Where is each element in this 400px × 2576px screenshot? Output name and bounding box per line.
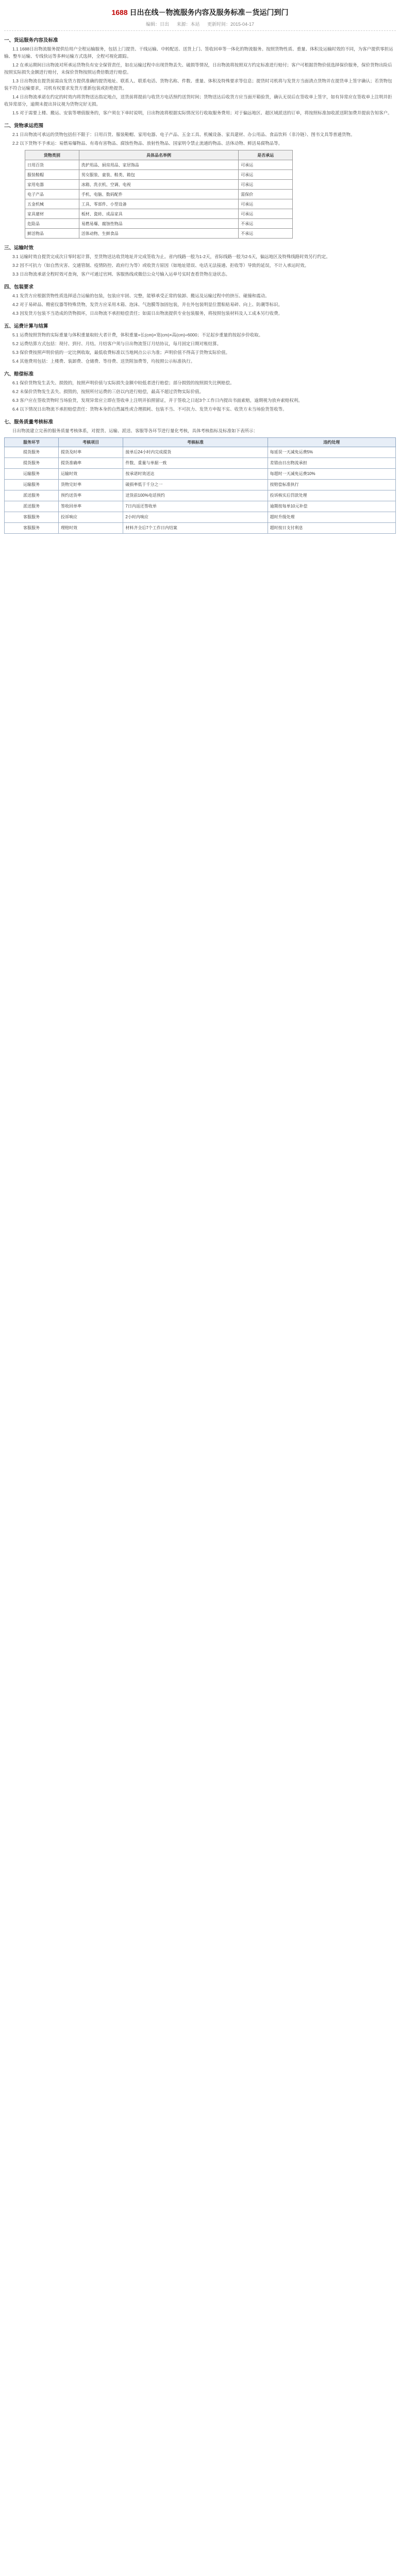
table-cell: 理赔时效 [58, 523, 123, 534]
paragraph: 4.1 发货方应根据货物性质选择适合运输的包装，包装应牢固、完整，能够承受正常的装卸、搬运及运输过程中的挤压、碰撞和震动。 [12, 293, 270, 298]
table-row [5, 447, 396, 458]
table-row [25, 229, 293, 239]
table-cell: 破损率低于千分之一 [123, 480, 268, 490]
table-cell: 可承运 [239, 209, 293, 219]
section-title: 六、赔偿标准 [4, 371, 34, 377]
table-cell: 电子产品 [25, 190, 79, 199]
section-title: 二、货物承运范围 [4, 123, 44, 129]
table-cell: 按承诺时效送达 [123, 469, 268, 480]
table-cell: 家具建材 [25, 209, 79, 219]
table-row [25, 180, 293, 190]
content-sections-b [4, 244, 396, 434]
paragraph: 1.3 日出物流在提货前需由发货方提供准确的提货地址、联系人、联系电话、货物名称、件数、重量、体积及特殊要求等信息；提货时司机将与发货方当面清点货物并在提货单上签字确认；若货物包装不符合运输要求，司机有权要求发货方重新包装或拒绝提货。 [4, 78, 392, 91]
table-header: 服务环节 [5, 438, 59, 447]
paragraph: 日出物流建立完善的服务质量考核体系，对提货、运输、派送、客服等各环节进行量化考核，具体考核指标及标准如下表所示： [12, 428, 258, 433]
paragraph: 5.3 保价费按照声明价值的一定比例收取，最低收费标准以当地网点公示为准；声明价值不得高于货物实际价值。 [12, 350, 230, 355]
meta-date: 更新时间：2015-04-17 [207, 22, 255, 27]
table-cell: 可承运 [239, 180, 293, 190]
table-row [25, 160, 293, 170]
table-row [25, 170, 293, 180]
table-cell: 冰箱、洗衣机、空调、电视 [79, 180, 238, 190]
meta-source: 来源：本站 [176, 22, 200, 27]
table-cell: 派送服务 [5, 501, 59, 512]
table-cell: 7日内返还签收单 [123, 501, 268, 512]
paragraph: 2.1 日出物流可承运的货物包括但不限于：日用百货、服装鞋帽、家用电器、电子产品、五金工具、机械设备、家具建材、办公用品、食品饮料（非冷链）、图书文具等普通货物。 [12, 132, 355, 137]
paragraph: 3.3 日出物流承诺全程时效可查询，客户可通过官网、客服热线或微信公众号输入运单号实时查看货物在途状态。 [12, 272, 230, 277]
table-cell: 提货及时率 [58, 447, 123, 458]
table-cell: 可承运 [239, 170, 293, 180]
paragraph: 4.3 因发货方包装不当造成的货物损坏，日出物流不承担赔偿责任；如需日出物流提供专业包装服务，将按照包装材料及人工成本另行收费。 [12, 311, 283, 316]
table-cell: 客服服务 [5, 512, 59, 523]
table-cell: 易燃易爆、腐蚀性物品 [79, 219, 238, 229]
paragraph: 3.2 因不可抗力（如自然灾害、交通管制、疫情防控、政府行为等）或收货方原因（如地址错误、电话无法接通、拒收等）导致的延误，不计入承运时效。 [12, 263, 309, 268]
section-title: 三、运输时效 [4, 245, 34, 251]
table-cell: 超时按日支付利息 [268, 523, 395, 534]
table-cell: 运输服务 [5, 480, 59, 490]
paragraph: 6.1 保价货物发生丢失、损毁的，按照声明价值与实际损失金额中较低者进行赔偿；部分损毁的按照损失比例赔偿。 [12, 380, 235, 385]
table-cell: 运输时效 [58, 469, 123, 480]
table-cell: 提货准确率 [58, 458, 123, 469]
section-title: 一、货运服务内容及标准 [4, 38, 58, 43]
table-cell: 每延误一天减免运费5% [268, 447, 395, 458]
article-meta [4, 21, 396, 27]
table-cell: 接单后24小时内完成提货 [123, 447, 268, 458]
table-cell: 货物完好率 [58, 480, 123, 490]
scope-table [25, 150, 293, 239]
brand-name: 1688 [111, 8, 128, 16]
table-cell: 提货服务 [5, 458, 59, 469]
table-cell: 超时升级处理 [268, 512, 395, 523]
table-cell: 洗护用品、厨房用品、家居饰品 [79, 160, 238, 170]
paragraph: 6.3 客户应在签收货物时当场验货，发现异常应立即在签收单上注明并拍照留证，并于签收之日起3个工作日内提出书面索赔，逾期视为放弃索赔权利。 [12, 398, 303, 403]
paragraph: 5.1 运费按照货物的实际重量与体积重量取较大者计费，体积重量=长(cm)×宽(cm)×高(cm)÷6000；不足起步重量的按起步价收取。 [12, 332, 263, 337]
table-cell: 签收回单率 [58, 501, 123, 512]
standards-table [4, 437, 396, 534]
section-title: 四、包装要求 [4, 284, 34, 290]
table-cell: 日用百货 [25, 160, 79, 170]
content-sections-a [4, 36, 396, 147]
table-cell: 送货前100%电话预约 [123, 490, 268, 501]
table-header: 是否承运 [239, 150, 293, 160]
table-cell: 件数、重量与单据一致 [123, 458, 268, 469]
paragraph: 6.4 以下情况日出物流不承担赔偿责任：货物本身的自然属性或合理损耗、包装不当、不可抗力、发货方申报不实、收货方未当场验货签收等。 [12, 406, 287, 412]
table-cell: 可承运 [239, 160, 293, 170]
table-row [25, 209, 293, 219]
paragraph: 3.1 运输时效自提货完成次日零时起计算，至货物送达收货地址并完成签收为止。省内线路一般为1-2天，省际线路一般为2-5天，偏远地区及特殊线路时效另行约定。 [12, 254, 330, 259]
table-cell: 活体动物、生鲜食品 [79, 229, 238, 239]
table-cell: 预约送货率 [58, 490, 123, 501]
table-cell: 鲜活物品 [25, 229, 79, 239]
table-cell: 五金机械 [25, 199, 79, 209]
table-header: 考核标准 [123, 438, 268, 447]
paragraph: 1.2 在承运期间日出物流对所承运货物负有安全保管责任，如在运输过程中出现货物丢失、破损等情况，日出物流将按照双方约定标准进行赔付；客户可根据货物价值选择保价服务，保价货物出险后按照实际损失金额进行赔付，未保价货物按照运费倍数进行赔偿。 [4, 62, 392, 75]
table-cell: 男女服装、童装、鞋类、箱包 [79, 170, 238, 180]
table-row [25, 190, 293, 199]
section-title: 七、服务质量考核标准 [4, 419, 54, 425]
table-row [5, 501, 396, 512]
paragraph: 1.4 日出物流承诺在约定的时效内将货物送达指定地点，送货前将提前与收货方电话预约送货时间；货物送达后收货方应当面开箱验货，确认无误后在签收单上签字，如有异常应在签收单上注明并拒收异常部分，逾期未提出异议视为货物完好无损。 [4, 94, 392, 107]
table-row [5, 458, 396, 469]
table-cell: 可承运 [239, 199, 293, 209]
table-cell: 投诉响应 [58, 512, 123, 523]
document-page [4, 0, 396, 534]
table-row [5, 512, 396, 523]
paragraph: 6.2 未保价货物发生丢失、损毁的，按照所付运费的三倍以内进行赔偿，最高不超过货物实际价值。 [12, 389, 204, 394]
table-cell: 差错由日出物流承担 [268, 458, 395, 469]
table-row [5, 523, 396, 534]
table-cell: 材料齐全后7个工作日内结案 [123, 523, 268, 534]
meta-editor: 编辑：日出 [145, 22, 169, 27]
table-cell: 提货服务 [5, 447, 59, 458]
table-cell: 手机、电脑、数码配件 [79, 190, 238, 199]
table-cell: 派送服务 [5, 490, 59, 501]
table-cell: 需保价 [239, 190, 293, 199]
section-title: 五、运费计算与结算 [4, 324, 48, 329]
table-cell: 逾期按每单10元补偿 [268, 501, 395, 512]
divider [4, 30, 396, 31]
table-cell: 板材、瓷砖、成品家具 [79, 209, 238, 219]
table-cell: 不承运 [239, 219, 293, 229]
table-cell: 每超时一天减免运费10% [268, 469, 395, 480]
table-cell: 服装鞋帽 [25, 170, 79, 180]
table-header: 考核项目 [58, 438, 123, 447]
page-title-text: 日出在线－物流服务内容及服务标准－货运门到门 [129, 8, 289, 16]
paragraph: 5.2 运费结算方式包括：现付、到付、月结。月结客户须与日出物流签订月结协议，每月固定日期对账结算。 [12, 341, 222, 346]
paragraph: 1.1 1688日出物流服务提供给用户全程运输服务，包括上门提货、干线运输、中转配送、送货上门、签收回单等一体化的物流服务。按照货物性质、重量、体积及运输时效的不同，为客户提供零担运输、整车运输、专线快运等多种运输方式选择，全程可视化跟踪。 [4, 46, 393, 59]
table-row [25, 219, 293, 229]
table-cell: 不承运 [239, 229, 293, 239]
table-cell: 按赔偿标准执行 [268, 480, 395, 490]
table-cell: 运输服务 [5, 469, 59, 480]
table-cell: 投诉核实后罚款处理 [268, 490, 395, 501]
table-row [5, 480, 396, 490]
table-cell: 家用电器 [25, 180, 79, 190]
table-row [25, 199, 293, 209]
table-header: 违约处理 [268, 438, 395, 447]
table-row [5, 490, 396, 501]
table-cell: 危险品 [25, 219, 79, 229]
table-cell: 客服服务 [5, 523, 59, 534]
page-title [4, 7, 396, 18]
table-cell: 工具、零部件、小型设备 [79, 199, 238, 209]
table-header: 具体品名举例 [79, 150, 238, 160]
paragraph: 2.2 以下货物不予承运：易燃易爆物品、有毒有害物品、腐蚀性物品、放射性物品、国家明令禁止流通的物品、活体动物、鲜活易腐物品等。 [12, 141, 283, 146]
paragraph: 5.4 其他费用包括：上楼费、装卸费、仓储费、等待费、送货附加费等，均按照公示标准执行。 [12, 359, 195, 364]
table-header: 货物类别 [25, 150, 79, 160]
table-row [5, 469, 396, 480]
table-cell: 2小时内响应 [123, 512, 268, 523]
paragraph: 1.5 对于需要上楼、搬运、安装等增值服务的，客户须在下单时说明，日出物流将根据实际情况另行收取服务费用；对于偏远地区、超区域派送的订单，将按照标准加收派送附加费并提前告知客户。 [12, 110, 392, 115]
paragraph: 4.2 对于易碎品、精密仪器等特殊货物，发货方应采用木箱、泡沫、气泡膜等加固包装，并在外包装明显位置粘贴易碎、向上、防潮等标识。 [12, 302, 283, 307]
